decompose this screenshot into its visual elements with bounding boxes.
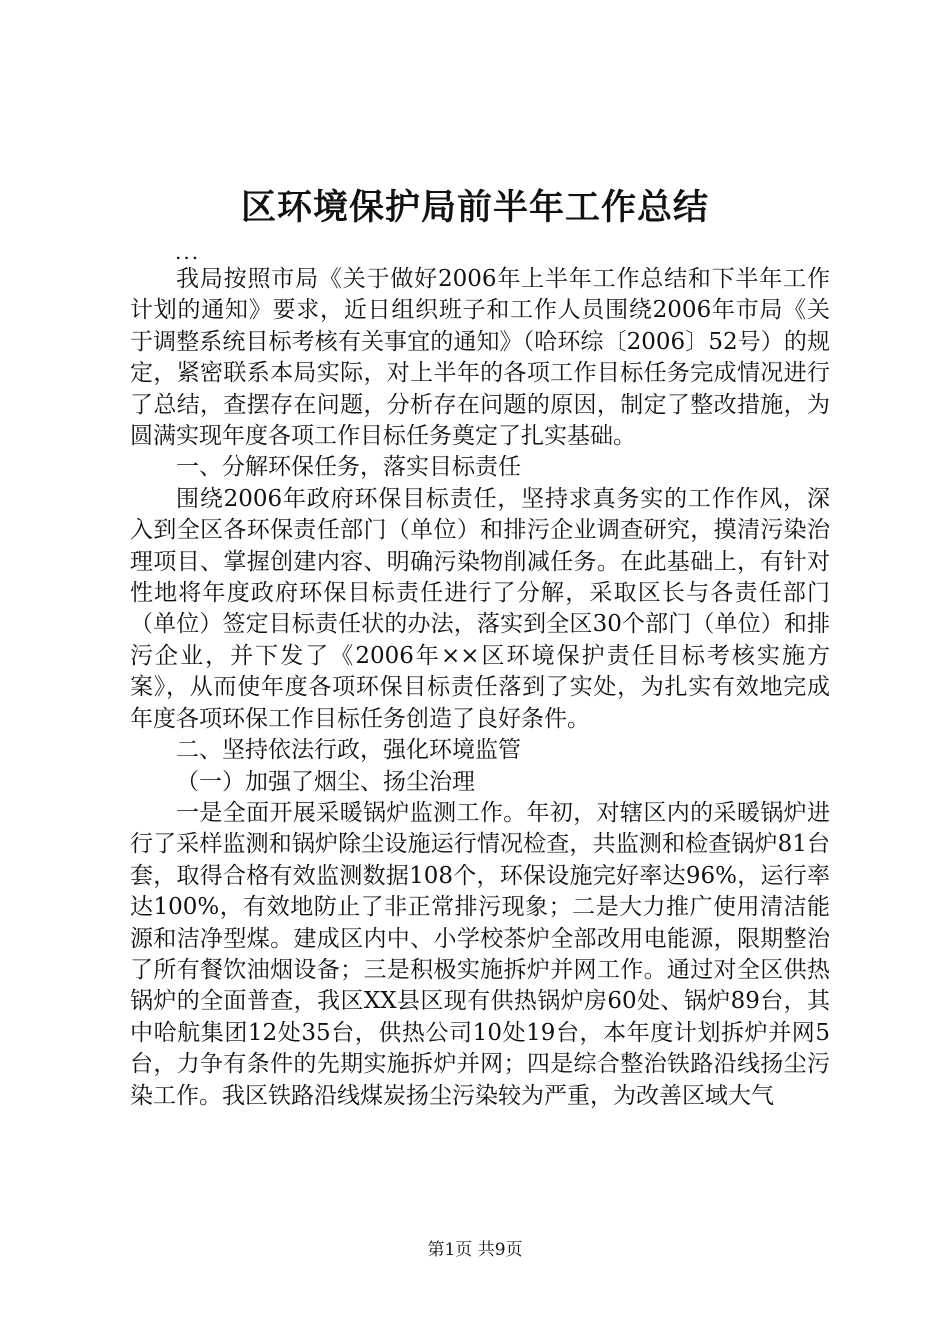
page-footer: 第1页 共9页	[427, 1240, 523, 1260]
document-title: 区环境保护局前半年工作总结	[240, 187, 709, 228]
heading-section-2: 二、坚持依法行政，强化环境监管	[176, 737, 521, 764]
heading-section-1: 一、分解环保任务，落实目标责任	[176, 454, 521, 481]
document-body	[130, 264, 830, 1112]
subheading-2-1: （一）加强了烟尘、扬尘治理	[176, 768, 475, 795]
paragraph-intro: 我局按照市局《关于做好2006年上半年工作总结和下半年工作计划的通知》要求，近日组织班子和工作人员围绕2006年市局《关于调整系统目标考核有关事宜的通知》（哈环综〔2006〕52号）的规定，紧密联系本局实际，对上半年的各项工作目标任务完成情况进行了总结，查摆存在问题，分析存在问题的原因，制定了整改措施，为圆满实现年度各项工作目标任务奠定了扎实基础。	[130, 266, 830, 450]
ellipsis-marker: ...	[175, 240, 201, 264]
paragraph-section-1: 围绕2006年政府环保目标责任，坚持求真务实的工作作风，深入到全区各环保责任部门（单位）和排污企业调查研究，摸清污染治理项目、掌握创建内容、明确污染物削减任务。在此基础上，有针对性地将年度政府环保目标责任进行了分解，采取区长与各责任部门（单位）签定目标责任状的办法，落实到全区30个部门（单位）和排污企业，并下发了《2006年××区环境保护责任目标考核实施方案》，从而使年度各项环保目标责任落到了实处，为扎实有效地完成年度各项环保工作目标任务创造了良好条件。	[130, 485, 830, 732]
paragraph-2-1: 一是全面开展采暖锅炉监测工作。年初，对辖区内的采暖锅炉进行了采样监测和锅炉除尘设施运行情况检查，共监测和检查锅炉81台套，取得合格有效监测数据108个，环保设施完好率达96%，运行率达100%，有效地防止了非正常排污现象；二是大力推广使用清洁能源和洁净型煤。建成区内中、小学校茶炉全部改用电能源，限期整治了所有餐饮油烟设备；三是积极实施拆炉并网工作。通过对全区供热锅炉的全面普查，我区XX县区现有供热锅炉房60处、锅炉89台，其中哈航集团12处35台，供热公司10处19台，本年度计划拆炉并网5台，力争有条件的先期实施拆炉并网；四是综合整治铁路沿线扬尘污染工作。我区铁路沿线煤炭扬尘污染较为严重，为改善区域大气	[130, 799, 830, 1109]
